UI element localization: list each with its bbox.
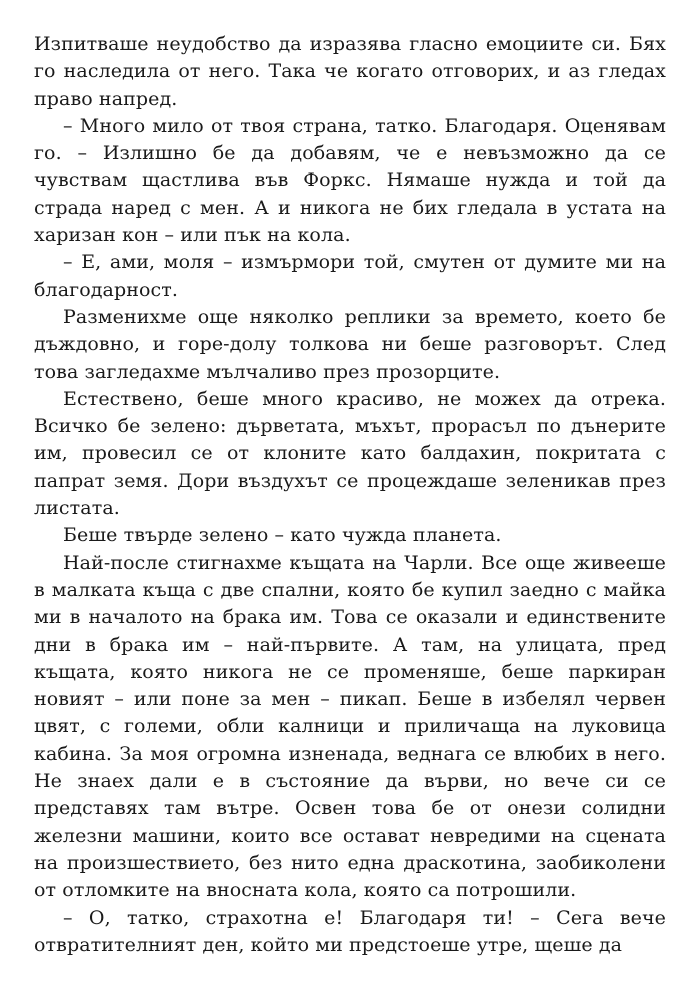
paragraph: – Е, ами, моля – измърмори той, смутен от думите ми на благодарност.: [34, 251, 666, 301]
paragraph: Естествено, беше много красиво, не можех да отрека. Всичко бе зелено: дърветата, мъхът, прорасъл по дънерите им, провесил се от клоните като балдахин, покритата с папрат земя. Дори въздухът се процеждаше зеленикав през листата.: [34, 387, 666, 520]
paragraph: Беше твърде зелено – като чужда планета.: [63, 524, 502, 547]
paragraph: Разменихме още няколко реплики за времето, което бе дъждовно, и горе-долу толкова ни беше разговорът. След това загледахме мълчаливо през прозорците.: [34, 305, 666, 383]
paragraph: – Много мило от твоя страна, татко. Благодаря. Оценявам го. – Излишно бе да добавям, че е невъзможно да се чувствам щастлива във Форкс. Нямаше нужда и той да страда наред с мен. А и никога не бих гледала в устата на харизан кон – или пък на кола.: [34, 114, 666, 247]
book-page: [34, 31, 666, 959]
paragraph: – О, татко, страхотна е! Благодаря ти! – Сега вече отвратителният ден, който ми предстоеше утре, щеше да: [34, 906, 666, 956]
paragraph: Изпитваше неудобство да изразява гласно емоциите си. Бях го наследила от него. Така че когато отговорих, и аз гледах право напред.: [34, 33, 666, 110]
paragraph: Най-после стигнахме къщата на Чарли. Все още живееше в малката къща с две спални, която бе купил заедно с майка ми в началото на брака им. Това се оказали и единствените дни в брака им – най-първите. А там, на улицата, пред къщата, която никога не се променяше, беше паркиран новият – или поне за мен – пикап. Беше в избелял червен цвят, с големи, обли калници и приличаща на луковица кабина. За моя огромна изненада, веднага се влюбих в него. Не знаех дали е в състояние да върви, но вече си се представях там вътре. Освен това бе от онези солидни железни машини, които все остават невредими на сцената на произшествието, без нито една драскотина, заобиколени от отломките на вносната кола, която са потрошили.: [34, 551, 666, 902]
